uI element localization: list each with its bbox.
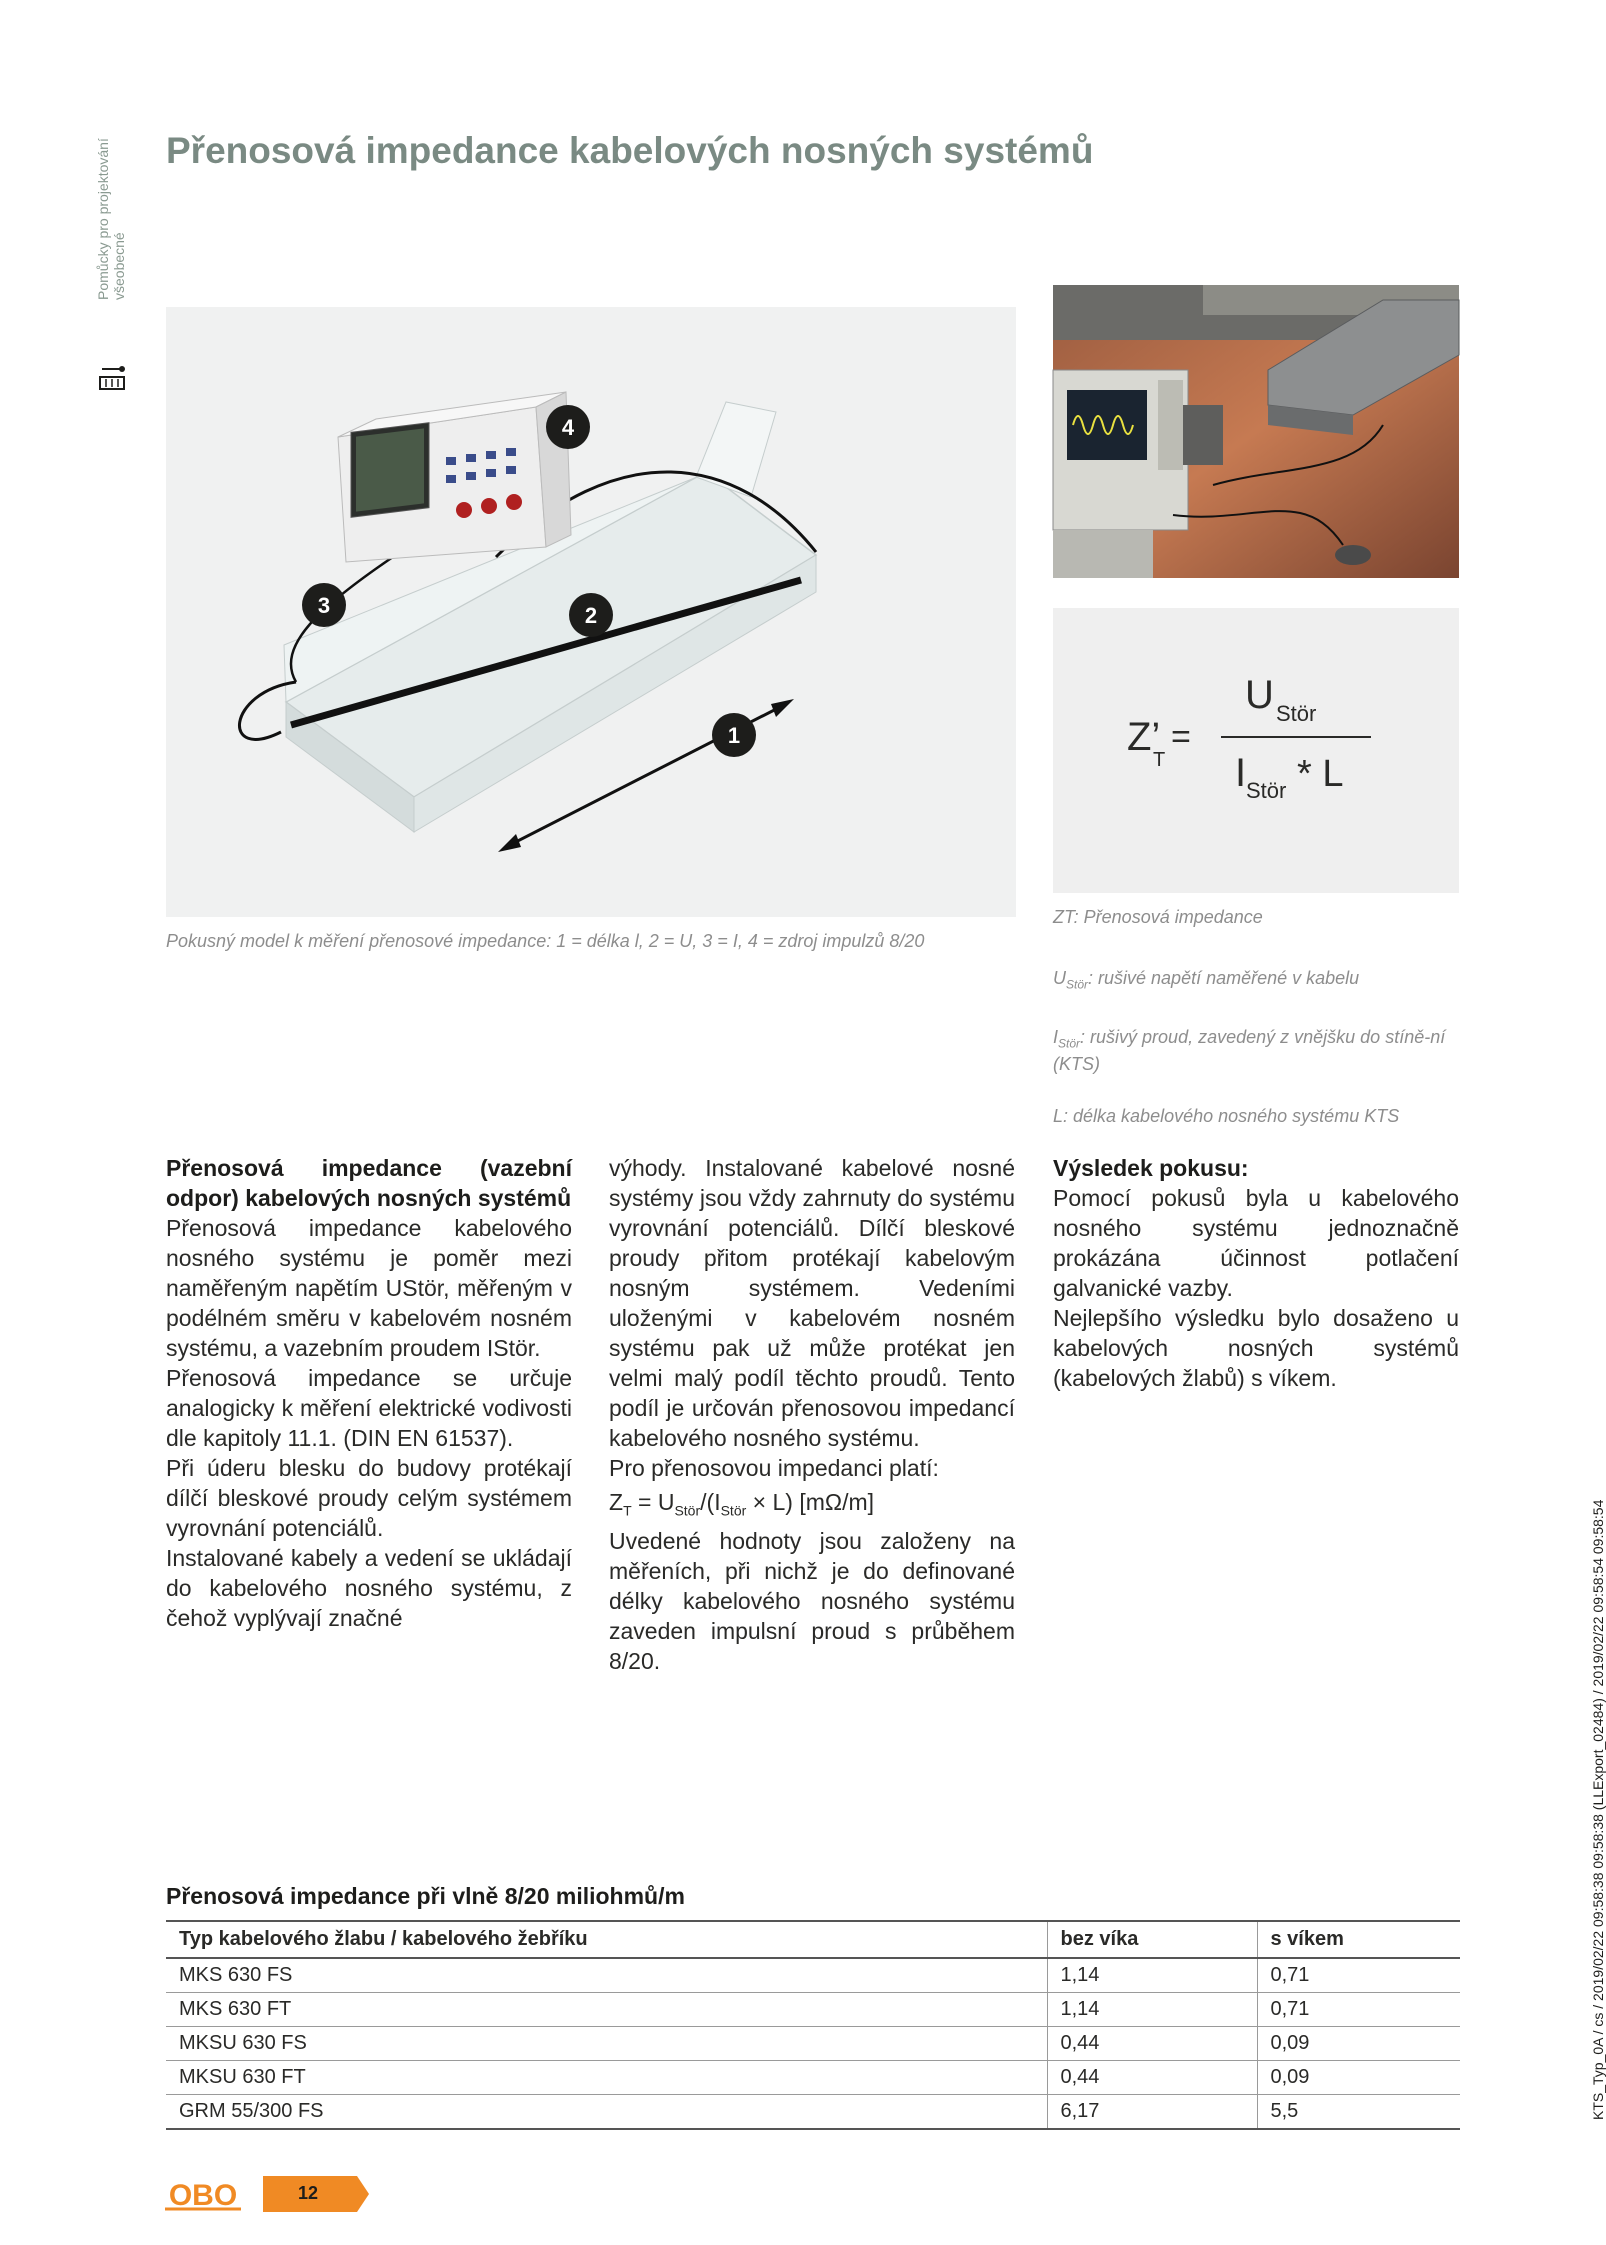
svg-text:1: 1 [727, 723, 741, 748]
svg-text:Z’: Z’ [1127, 715, 1161, 759]
transfer-impedance-formula [1053, 608, 1459, 893]
svg-text:3: 3 [317, 593, 331, 618]
marker-1 [712, 713, 756, 757]
text-column-3 [1053, 1153, 1459, 1393]
table-cell: 0,71 [1257, 1993, 1460, 2027]
table-row [166, 2095, 1460, 2130]
table-cell: GRM 55/300 FS [166, 2095, 1047, 2130]
sidebar-label-line1: Pomůcky pro projektování [95, 138, 111, 300]
table-cell: MKS 630 FT [166, 1993, 1047, 2027]
section-heading: Přenosová impedance (vazební odpor) kabelových nosných systémů [166, 1155, 572, 1211]
table-row [166, 1958, 1460, 1993]
svg-text:2: 2 [584, 603, 598, 628]
paragraph: Při úderu blesku do budovy protékají dílčí bleskové proudy celým systémem vyrovnání potenciálů. [166, 1455, 572, 1541]
table-cell: MKS 630 FS [166, 1958, 1047, 1993]
table-cell: 1,14 [1047, 1993, 1257, 2027]
table-cell: 0,44 [1047, 2061, 1257, 2095]
sidebar-label-line2: všeobecné [111, 232, 127, 300]
inline-formula: $Z_T = U_{Stör}/(I_{Stör} \times L)$ [mΩ/m] [609, 1489, 875, 1519]
tools-icon [98, 365, 128, 391]
paragraph: Přenosová impedance se určuje analogicky k měření elektrické vodivosti dle kapitoly 11.1. (DIN EN 61537). [166, 1365, 572, 1451]
marker-3 [302, 583, 346, 627]
page-title: Přenosová impedance kabelových nosných systémů [166, 130, 1094, 171]
sidebar-section-label [95, 138, 127, 300]
column-header: s víkem [1257, 1921, 1460, 1958]
marker-2 [569, 593, 613, 637]
table-cell: 0,71 [1257, 1958, 1460, 1993]
cable-tray-illustration [166, 307, 1016, 917]
column-header: Typ kabelového žlabu / kabelového žebříku [166, 1921, 1047, 1958]
table-row [166, 2061, 1460, 2095]
paragraph: Pro přenosovou impedanci platí: [609, 1455, 939, 1481]
legend-istor: $I_{Stör}$: rušivý proud, zavedený z vnějšku do stíně-ní (KTS) [1053, 1027, 1446, 1074]
table-cell: 1,14 [1047, 1958, 1257, 1993]
table-cell: 0,09 [1257, 2027, 1460, 2061]
paragraph: Pomocí pokusů byla u kabelového nosného systému jednoznačně prokázána účinnost potlačení galvanické vazby. [1053, 1185, 1459, 1301]
result-heading: Výsledek pokusu: [1053, 1155, 1249, 1181]
svg-text:T: T [1153, 749, 1166, 771]
svg-text:I: I [1235, 751, 1247, 795]
test-setup-photo [1053, 285, 1459, 578]
marker-4 [546, 405, 590, 449]
table-cell: 0,09 [1257, 2061, 1460, 2095]
figure-caption: Pokusný model k měření přenosové impedance: 1 = délka l, 2 = U, 3 = I, 4 = zdroj impulzů 8/20 [166, 931, 925, 951]
impedance-table [166, 1920, 1460, 2130]
text-column-1 [166, 1153, 572, 1633]
paragraph: Uvedené hodnoty jsou založeny na měřeních, při nichž je do definované délky kabelového nosného systému zaveden impulsní proud s průběhem 8/20. [609, 1527, 1015, 1674]
table-cell: 5,5 [1257, 2095, 1460, 2130]
table-header-row [166, 1921, 1460, 1958]
table-cell: 0,44 [1047, 2027, 1257, 2061]
text-column-2 [609, 1153, 1015, 1676]
table-cell: 6,17 [1047, 2095, 1257, 2130]
export-metadata: KTS_Typ_0A / cs / 2019/02/22 09:58:38 09:58:38 (LLExport_02484) / 2019/02/22 09:58:54 09:58:54 [1590, 1499, 1606, 2120]
svg-text:4: 4 [561, 415, 575, 440]
table-row [166, 1993, 1460, 2027]
svg-text:Stör: Stör [1246, 778, 1287, 803]
svg-text:Stör: Stör [1276, 701, 1317, 726]
page-number: 12 [297, 2183, 319, 2203]
table-row [166, 2027, 1460, 2061]
paragraph: Instalované kabely a vedení se ukládají do kabelového nosného systému, z čehož vyplývají značné [166, 1545, 572, 1631]
legend-ustor: $U_{Stör}$: rušivé napětí naměřené v kabelu [1053, 968, 1360, 992]
legend-l: L: délka kabelového nosného systému KTS [1053, 1106, 1400, 1126]
table-cell: MKSU 630 FS [166, 2027, 1047, 2061]
paragraph: výhody. Instalované kabelové nosné systémy jsou vždy zahrnuty do systému vyrovnání potenciálů. Dílčí bleskové proudy přitom protékají kabelovým nosným systémem. Vedeními uloženými v kabelovém nosném systému pak už může protékat jen velmi malý podíl těchto proudů. Tento podíl je určován přenosovou impedancí kabelového nosného systému. [609, 1155, 1015, 1451]
legend-zt: ZT: Přenosová impedance [1053, 907, 1263, 927]
paragraph: Přenosová impedance kabelového nosného systému je poměr mezi naměřeným napětím UStör, měřeným v podélném směru v kabelovém nosném systému, a vazebním proudem IStör. [166, 1215, 572, 1361]
table-cell: MKSU 630 FT [166, 2061, 1047, 2095]
obo-logo [163, 2178, 243, 2212]
svg-text:=: = [1171, 718, 1191, 756]
column-header: bez víka [1047, 1921, 1257, 1958]
svg-text:U: U [1245, 673, 1274, 717]
svg-text:OBO: OBO [168, 2179, 238, 2212]
svg-text:* L: * L [1297, 753, 1344, 795]
table-title: Přenosová impedance při vlně 8/20 miliohmů/m [166, 1883, 685, 1909]
paragraph: Nejlepšího výsledku bylo dosaženo u kabelových nosných systémů (kabelových žlabů) s víkem. [1053, 1305, 1459, 1391]
cable-tray-figure [166, 307, 1016, 917]
formula-panel [1053, 608, 1459, 893]
